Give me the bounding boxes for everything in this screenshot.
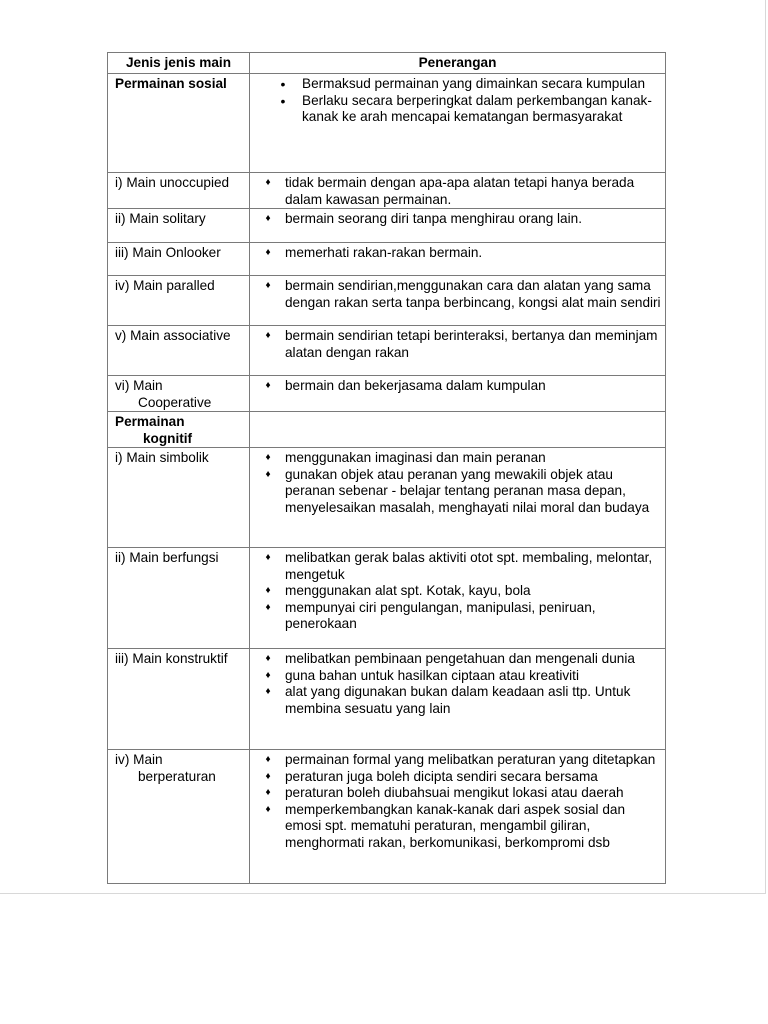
bullet-text: peraturan boleh diubahsuai mengikut lokasi atau daerah xyxy=(285,785,624,800)
bullet-text: Berlaku secara berperingkat dalam perkembangan kanak-kanak ke arah mencapai kematangan bermasyarakat xyxy=(302,92,652,124)
bullet-text: memperkembangkan kanak-kanak dari aspek sosial dan emosi spt. mematuhi peraturan, mengambil giliran, menghormati rakan, berkomunikasi, berkompromi dsb xyxy=(285,801,626,850)
header-penerangan: Penerangan xyxy=(250,53,666,74)
row-name-cell xyxy=(108,548,250,649)
group-row-sosial xyxy=(108,74,666,173)
bullet-diamond-icon: ♦ xyxy=(265,787,271,798)
bullet-diamond-icon: ♦ xyxy=(265,380,271,391)
bullet-diamond-icon: ♦ xyxy=(265,669,271,681)
bullet-text: melibatkan gerak balas aktiviti otot spt. membaling, melontar, mengetuk xyxy=(285,550,653,582)
group-title-line: Permainan sosial xyxy=(115,76,227,91)
group-empty-cell xyxy=(250,412,666,448)
list-item xyxy=(250,378,661,395)
bullet-diamond-icon: ♦ xyxy=(265,552,271,563)
row-name: iv) Main xyxy=(115,752,163,767)
bullet-text: Bermaksud permainan yang dimainkan secara kumpulan xyxy=(302,76,646,91)
row-name: i) Main unoccupied xyxy=(115,175,230,190)
table-row xyxy=(108,209,666,243)
list-item xyxy=(250,175,661,208)
table-row xyxy=(108,750,666,884)
bullet-text: mempunyai ciri pengulangan, manipulasi, peniruan, penerokaan xyxy=(285,599,596,631)
list-item xyxy=(250,467,661,517)
bullet-text: alat yang digunakan bukan dalam keadaan asli ttp. Untuk membina sesuatu yang lain xyxy=(285,684,631,716)
row-name: iii) Main Onlooker xyxy=(115,245,221,260)
list-item xyxy=(250,211,661,228)
table-row xyxy=(108,548,666,649)
table-row xyxy=(108,243,666,276)
bullet-dot-icon: • xyxy=(280,92,286,109)
row-name-cell xyxy=(108,326,250,376)
bullet-diamond-icon: ♦ xyxy=(265,653,271,664)
bullet-diamond-icon: ♦ xyxy=(265,468,271,480)
list-item xyxy=(250,769,661,786)
group-title-line: kognitif xyxy=(143,430,193,446)
row-name-cell xyxy=(108,173,250,209)
bullet-text: bermain sendirian tetapi berinteraksi, bertanya dan meminjam alatan dengan rakan xyxy=(285,328,658,360)
header-row xyxy=(108,53,666,74)
list-item xyxy=(250,684,661,717)
list-item xyxy=(250,245,661,262)
bullet-text: memerhati rakan-rakan bermain. xyxy=(285,245,483,260)
row-desc-cell xyxy=(250,209,666,243)
table-row xyxy=(108,276,666,326)
list-item xyxy=(250,278,661,311)
row-name-cell xyxy=(108,243,250,276)
row-name-cell xyxy=(108,448,250,548)
bullet-diamond-icon: ♦ xyxy=(265,601,271,613)
bullet-text: bermain seorang diri tanpa menghirau orang lain. xyxy=(285,211,582,226)
bullet-text: menggunakan alat spt. Kotak, kayu, bola xyxy=(285,583,531,598)
group-title-sosial xyxy=(108,74,250,173)
list-item xyxy=(250,550,661,583)
bullet-text: guna bahan untuk hasilkan ciptaan atau kreativiti xyxy=(285,667,579,683)
group-title-line: Permainan xyxy=(115,414,185,429)
bullet-diamond-icon: ♦ xyxy=(265,213,271,224)
row-desc-cell xyxy=(250,649,666,750)
row-name: ii) Main berfungsi xyxy=(115,550,219,565)
row-name: ii) Main solitary xyxy=(115,211,206,226)
list-item xyxy=(250,328,661,361)
list-item xyxy=(250,651,661,668)
table-row xyxy=(108,326,666,376)
row-name-continued: Cooperative xyxy=(138,394,212,410)
list-item xyxy=(250,752,661,769)
list-item xyxy=(250,600,661,633)
bullet-text: peraturan juga boleh dicipta sendiri secara bersama xyxy=(285,768,598,784)
row-desc-cell xyxy=(250,750,666,884)
row-name-continued: berperaturan xyxy=(138,768,216,784)
bullet-text: bermain sendirian,menggunakan cara dan alatan yang sama dengan rakan serta tanpa berbincang, kongsi alat main sendiri xyxy=(285,278,661,310)
bullet-diamond-icon: ♦ xyxy=(265,247,271,258)
list-item xyxy=(250,802,661,852)
table-row xyxy=(108,173,666,209)
bullet-dot-icon: • xyxy=(280,76,286,92)
row-name: iv) Main paralled xyxy=(115,278,215,293)
bullet-text: melibatkan pembinaan pengetahuan dan mengenali dunia xyxy=(285,651,635,666)
bullet-diamond-icon: ♦ xyxy=(265,754,271,765)
list-item xyxy=(250,785,661,802)
row-desc-cell xyxy=(250,448,666,548)
list-item xyxy=(250,76,661,93)
bullet-diamond-icon: ♦ xyxy=(265,177,271,188)
bullet-diamond-icon: ♦ xyxy=(265,803,271,815)
bullet-diamond-icon: ♦ xyxy=(265,585,271,596)
bullet-text: bermain dan bekerjasama dalam kumpulan xyxy=(285,378,546,393)
list-item xyxy=(250,93,661,126)
bullet-diamond-icon: ♦ xyxy=(265,452,271,463)
row-name-cell xyxy=(108,209,250,243)
bullet-text: gunakan objek atau peranan yang mewakili objek atau peranan sebenar - belajar tentang peranan masa depan, menyelesaikan masalah, menghayati nilai moral dan budaya xyxy=(285,466,650,515)
row-name-cell xyxy=(108,750,250,884)
row-desc-cell xyxy=(250,276,666,326)
table-row xyxy=(108,376,666,412)
row-name: vi) Main xyxy=(115,378,163,393)
bullet-diamond-icon: ♦ xyxy=(265,770,271,782)
row-desc-cell xyxy=(250,243,666,276)
bullet-diamond-icon: ♦ xyxy=(265,686,271,697)
row-desc-cell xyxy=(250,376,666,412)
group-title-kognitif xyxy=(108,412,250,448)
bullet-diamond-icon: ♦ xyxy=(265,330,271,341)
bullet-text: menggunakan imaginasi dan main peranan xyxy=(285,450,546,465)
bullet-diamond-icon: ♦ xyxy=(265,280,271,291)
row-name: i) Main simbolik xyxy=(115,450,209,465)
row-name-cell xyxy=(108,649,250,750)
group-intro-cell xyxy=(250,74,666,173)
play-types-table xyxy=(107,52,666,884)
list-item xyxy=(250,668,661,685)
row-name-cell xyxy=(108,376,250,412)
row-desc-cell xyxy=(250,173,666,209)
row-name: v) Main associative xyxy=(115,328,231,343)
table-row xyxy=(108,649,666,750)
row-name-cell xyxy=(108,276,250,326)
list-item xyxy=(250,583,661,600)
row-name: iii) Main konstruktif xyxy=(115,651,228,666)
group-row-kognitif xyxy=(108,412,666,448)
bullet-text: tidak bermain dengan apa-apa alatan tetapi hanya berada dalam kawasan permainan. xyxy=(285,175,635,207)
row-desc-cell xyxy=(250,326,666,376)
header-jenis: Jenis jenis main xyxy=(108,53,250,74)
bullet-text: permainan formal yang melibatkan peraturan yang ditetapkan xyxy=(285,752,656,767)
table-row xyxy=(108,448,666,548)
row-desc-cell xyxy=(250,548,666,649)
list-item xyxy=(250,450,661,467)
